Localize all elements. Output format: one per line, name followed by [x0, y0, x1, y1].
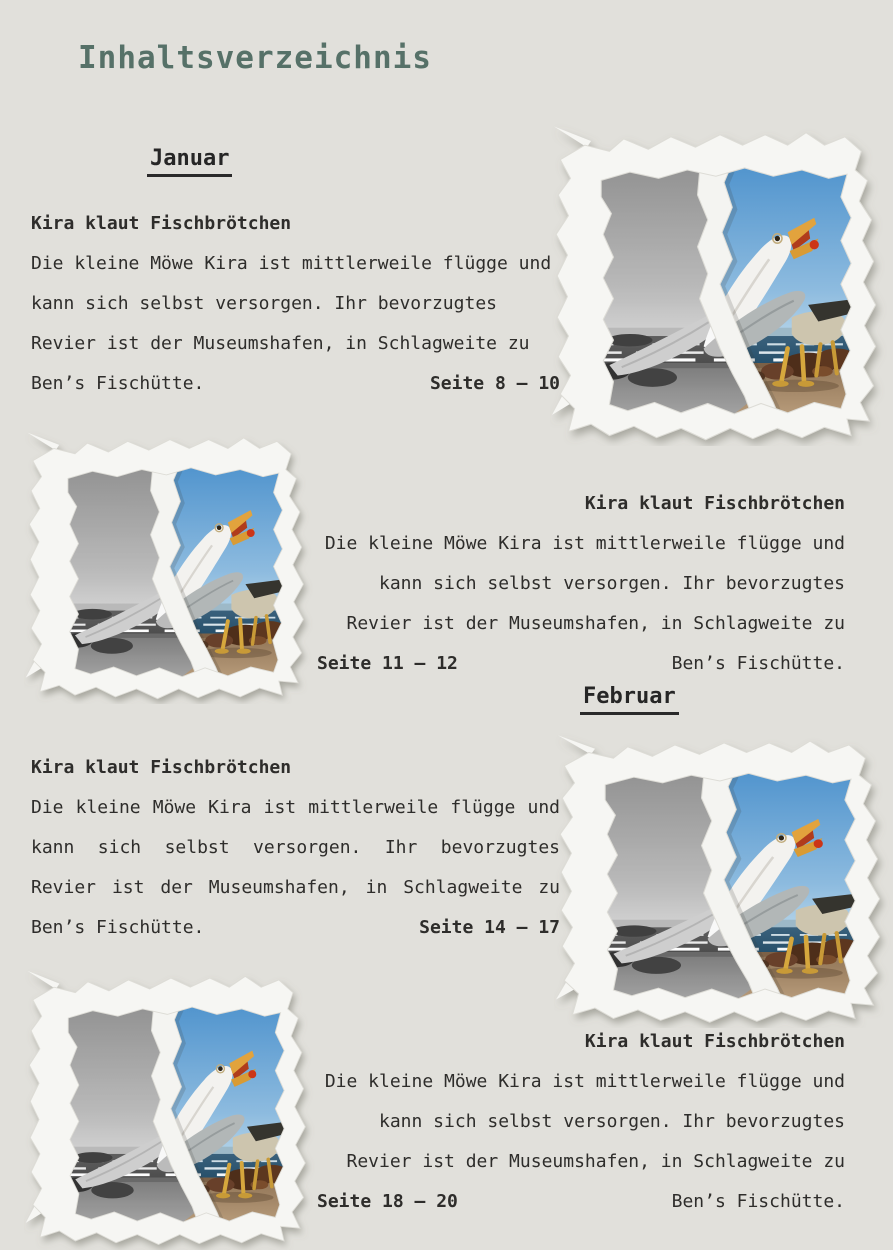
entry-line: kann sich selbst versorgen. Ihr bevorzugtes: [31, 837, 560, 858]
entry-line-end: Ben’s Fischütte.: [671, 653, 845, 674]
entry-line-end: Ben’s Fischütte.: [31, 373, 205, 394]
entry-line-end: Ben’s Fischütte.: [671, 1191, 845, 1212]
entry-title: Kira klaut Fischbrötchen: [31, 213, 292, 234]
toc-entry-januar-2: [317, 484, 845, 684]
entry-title: Kira klaut Fischbrötchen: [584, 493, 845, 514]
seagull-photo: [554, 724, 892, 1028]
entry-line: Revier ist der Museumshafen, in Schlagweite zu: [31, 877, 560, 898]
entry-title: Kira klaut Fischbrötchen: [31, 757, 292, 778]
entry-last-line: [317, 1182, 845, 1222]
page-range: Seite 18 – 20: [317, 1191, 458, 1212]
page-title: Inhaltsverzeichnis: [78, 40, 432, 76]
toc-entry-januar-1: [31, 204, 560, 404]
page-range: Seite 14 – 17: [419, 917, 560, 938]
entry-line-end: Ben’s Fischütte.: [31, 917, 205, 938]
seagull-photo: [24, 960, 316, 1250]
toc-entry-februar-1: [31, 748, 560, 948]
entry-title: Kira klaut Fischbrötchen: [584, 1031, 845, 1052]
month-heading-januar: Januar: [147, 146, 232, 177]
month-heading-februar: Februar: [580, 684, 679, 715]
entry-last-line: [31, 908, 560, 948]
page-range: Seite 8 – 10: [429, 373, 560, 394]
entry-line: Revier ist der Museumshafen, in Schlagweite zu: [31, 333, 530, 354]
entry-line: kann sich selbst versorgen. Ihr bevorzugtes: [379, 573, 845, 594]
entry-last-line: [317, 644, 845, 684]
entry-line: Revier ist der Museumshafen, in Schlagweite zu: [346, 613, 845, 634]
page-range: Seite 11 – 12: [317, 653, 458, 674]
entry-line: kann sich selbst versorgen. Ihr bevorzugtes: [379, 1111, 845, 1132]
toc-entry-februar-2: [317, 1022, 845, 1222]
seagull-photo: [550, 114, 888, 446]
seagull-photo: [24, 422, 314, 704]
entry-last-line: [31, 364, 560, 404]
entry-line: Die kleine Möwe Kira ist mittlerweile flügge und: [31, 253, 552, 274]
entry-line: kann sich selbst versorgen. Ihr bevorzugtes: [31, 293, 497, 314]
entry-line: Die kleine Möwe Kira ist mittlerweile flügge und: [324, 1071, 845, 1092]
entry-line: Die kleine Möwe Kira ist mittlerweile flügge und: [324, 533, 845, 554]
entry-line: Die kleine Möwe Kira ist mittlerweile flügge und: [31, 797, 560, 818]
entry-line: Revier ist der Museumshafen, in Schlagweite zu: [346, 1151, 845, 1172]
